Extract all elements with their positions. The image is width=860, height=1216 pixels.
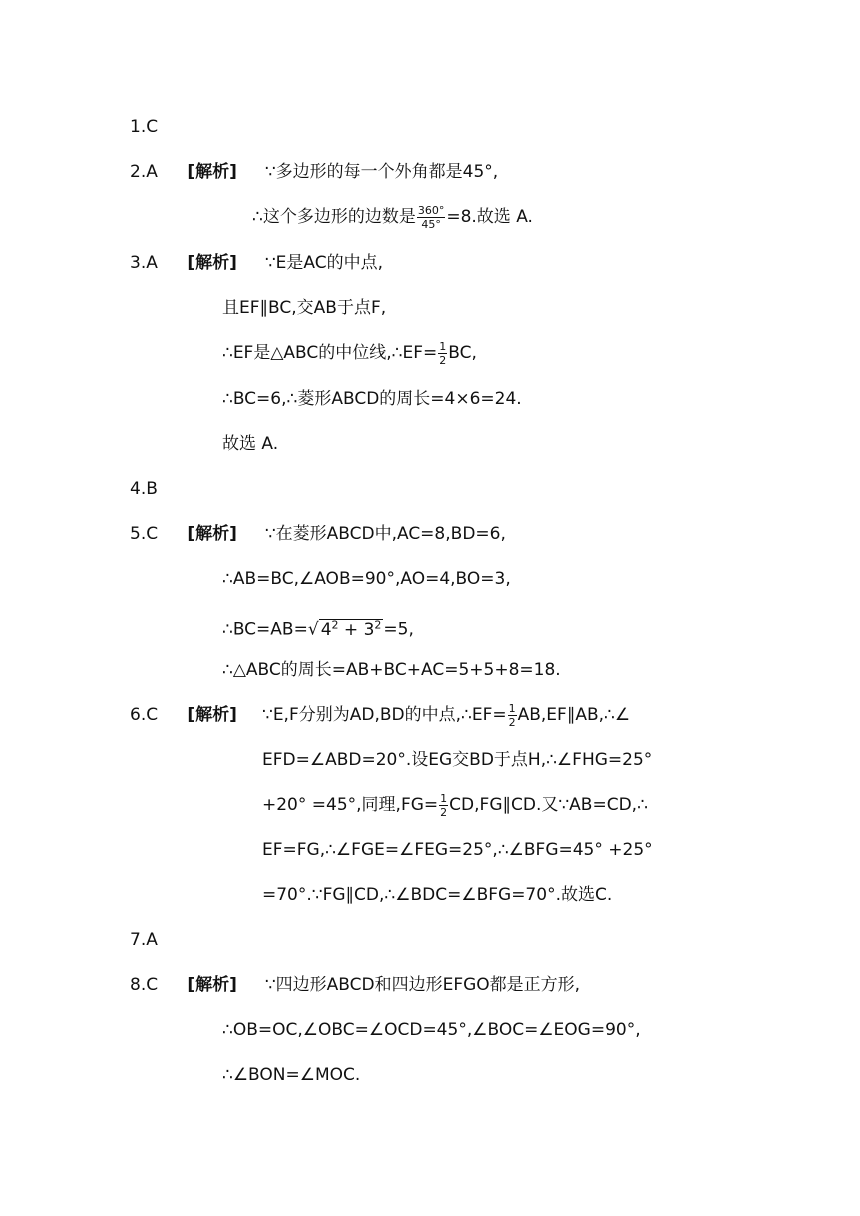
analysis-tag: [解析]: [187, 162, 237, 182]
answer-8-line-2: [222, 1017, 641, 1043]
answer-7: [130, 927, 158, 953]
numerator: 1: [440, 791, 448, 805]
fraction: [508, 703, 517, 728]
answer-4: [130, 476, 158, 502]
fraction: [438, 341, 447, 366]
exponent: 2: [331, 618, 339, 631]
analysis-tag: [解析]: [187, 975, 237, 995]
text: CD,FG∥CD.又∵AB=CD,∴: [449, 795, 648, 815]
answer-2-line-2: [252, 204, 533, 230]
text: ∵在菱形ABCD中,AC=8,BD=6,: [264, 524, 506, 544]
answer-5-line-2: [222, 566, 511, 592]
answer-8-line-3: [222, 1062, 360, 1088]
text: +20° =45°,同理,FG=: [262, 795, 439, 815]
answer-6-line-1: [262, 702, 630, 728]
answer-6-line-2: [262, 747, 652, 773]
fraction: [417, 205, 446, 230]
text: ∵四边形ABCD和四边形EFGO都是正方形,: [264, 975, 581, 995]
answer-number: 7.A: [130, 930, 158, 950]
answer-number: 6.C: [130, 705, 159, 725]
answer-6-head: [130, 702, 259, 728]
denominator: 45°: [421, 217, 441, 231]
answer-5-line-4: [222, 657, 561, 683]
answer-number: 3.A: [130, 253, 158, 273]
analysis-tag: [解析]: [187, 705, 237, 725]
answer-number: 5.C: [130, 524, 159, 544]
text: ∴这个多边形的边数是: [252, 207, 416, 227]
text: 且EF∥BC,交AB于点F,: [222, 298, 387, 318]
denominator: 2: [440, 805, 448, 819]
answer-number: 8.C: [130, 975, 159, 995]
numerator: 1: [439, 339, 447, 353]
answer-6-line-3: [262, 792, 648, 818]
answer-3-line-1: [130, 250, 383, 276]
text: EFD=∠ABD=20°.设EG交BD于点H,∴∠FHG=25°: [262, 750, 653, 770]
answer-2-line-1: [130, 159, 498, 185]
analysis-tag: [解析]: [187, 253, 237, 273]
text: ∴BC=AB=: [222, 619, 308, 640]
text: ∵E,F分别为AD,BD的中点,∴EF=: [262, 705, 507, 725]
exponent: 2: [374, 618, 382, 631]
square-root: √ $4^2 + 3^2$: [307, 618, 382, 640]
answer-3-line-3: [222, 340, 477, 366]
answer-6-line-5: [262, 882, 612, 908]
answer-8-line-1: [130, 972, 580, 998]
answer-3-line-2: [222, 295, 386, 321]
text: ∴EF是△ABC的中位线,∴EF=: [222, 343, 438, 363]
numerator: 360°: [417, 203, 445, 217]
text: ∵E是AC的中点,: [264, 253, 383, 273]
text: 故选 A.: [222, 434, 279, 454]
answer-number: 4.B: [130, 479, 158, 499]
radicand-term: 4: [320, 619, 332, 640]
answer-6-line-4: [262, 837, 653, 863]
answer-5-line-1: [130, 521, 506, 547]
text: ∴AB=BC,∠AOB=90°,AO=4,BO=3,: [222, 569, 511, 589]
text: BC,: [448, 343, 477, 363]
fraction: [439, 793, 448, 818]
plus-sign: +: [338, 619, 364, 640]
text: =8.故选 A.: [446, 207, 533, 227]
text: EF=FG,∴∠FGE=∠FEG=25°,∴∠BFG=45° +25°: [262, 840, 653, 860]
text: ∴△ABC的周长=AB+BC+AC=5+5+8=18.: [222, 660, 561, 680]
answer-3-line-5: [222, 431, 278, 457]
answer-3-line-4: [222, 386, 522, 412]
text: ∴∠BON=∠MOC.: [222, 1065, 361, 1085]
radicand-term: 3: [363, 619, 375, 640]
answer-number: 1.C: [130, 117, 159, 137]
text: ∴BC=6,∴菱形ABCD的周长=4×6=24.: [222, 389, 522, 409]
answer-1: [130, 114, 158, 140]
answer-number: 2.A: [130, 162, 158, 182]
numerator: 1: [508, 701, 516, 715]
answer-5-line-3: [222, 612, 414, 638]
denominator: 2: [439, 353, 447, 367]
text: ∴OB=OC,∠OBC=∠OCD=45°,∠BOC=∠EOG=90°,: [222, 1020, 641, 1040]
text: AB,EF∥AB,∴∠: [517, 705, 631, 725]
text: =5,: [383, 619, 414, 640]
text: ∵多边形的每一个外角都是45°,: [264, 162, 499, 182]
analysis-tag: [解析]: [187, 524, 237, 544]
text: =70°.∵FG∥CD,∴∠BDC=∠BFG=70°.故选C.: [262, 885, 613, 905]
denominator: 2: [508, 715, 516, 729]
